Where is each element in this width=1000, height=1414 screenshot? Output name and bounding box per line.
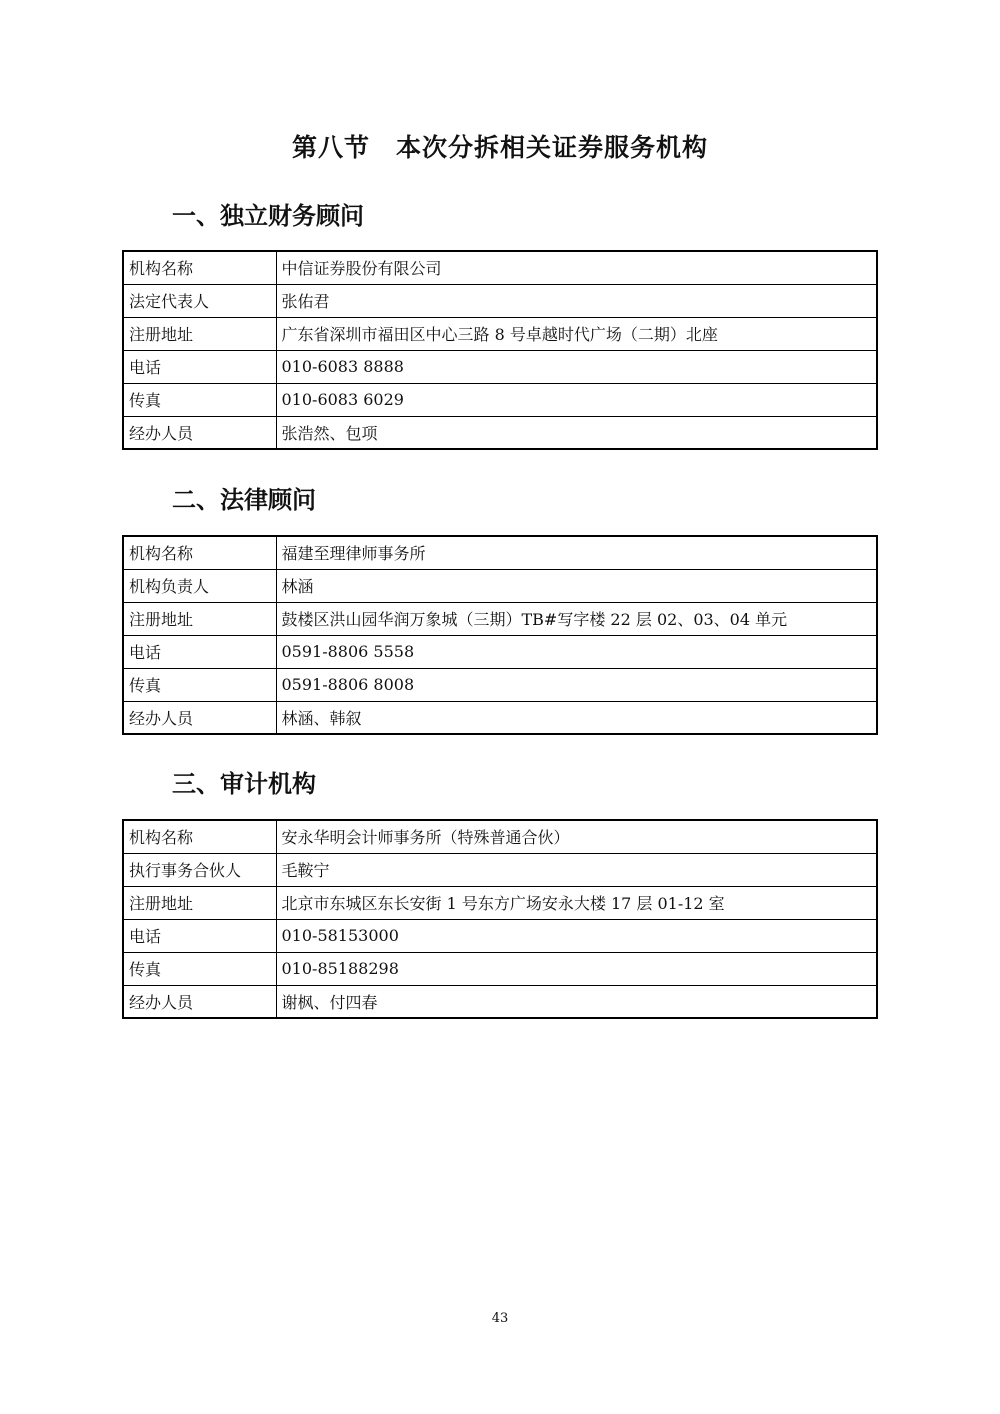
row-label: 机构名称 (123, 536, 276, 569)
table-row (123, 350, 877, 383)
row-label: 传真 (123, 952, 276, 985)
row-label: 机构名称 (123, 820, 276, 853)
row-label: 经办人员 (123, 985, 276, 1018)
row-value: 安永华明会计师事务所（特殊普通合伙） (276, 820, 877, 853)
section-heading-financial-advisor: 一、独立财务顾问 (172, 202, 364, 230)
table-row (123, 284, 877, 317)
row-value: 010-85188298 (276, 952, 877, 985)
row-value: 林涵 (276, 569, 877, 602)
table-row (123, 536, 877, 569)
table-row (123, 668, 877, 701)
row-label: 注册地址 (123, 317, 276, 350)
table-row (123, 602, 877, 635)
row-value: 鼓楼区洪山园华润万象城（三期）TB#写字楼 22 层 02、03、04 单元 (276, 602, 877, 635)
row-label: 电话 (123, 350, 276, 383)
table-row (123, 317, 877, 350)
row-label: 经办人员 (123, 701, 276, 734)
table-row (123, 383, 877, 416)
row-value: 010-6083 8888 (276, 350, 877, 383)
table-row (123, 919, 877, 952)
table-row (123, 416, 877, 449)
row-label: 传真 (123, 383, 276, 416)
table-row (123, 569, 877, 602)
legal-advisor-table (122, 535, 878, 735)
financial-advisor-table (122, 250, 878, 450)
row-value: 010-58153000 (276, 919, 877, 952)
row-label: 电话 (123, 919, 276, 952)
row-value: 0591-8806 5558 (276, 635, 877, 668)
row-value: 谢枫、付四春 (276, 985, 877, 1018)
row-value: 林涵、韩叙 (276, 701, 877, 734)
row-label: 机构名称 (123, 251, 276, 284)
row-value: 张浩然、包项 (276, 416, 877, 449)
row-value: 张佑君 (276, 284, 877, 317)
row-label: 电话 (123, 635, 276, 668)
row-value: 北京市东城区东长安街 1 号东方广场安永大楼 17 层 01-12 室 (276, 886, 877, 919)
row-label: 经办人员 (123, 416, 276, 449)
row-label: 注册地址 (123, 602, 276, 635)
row-value: 0591-8806 8008 (276, 668, 877, 701)
audit-firm-table (122, 819, 878, 1019)
row-label: 法定代表人 (123, 284, 276, 317)
row-label: 传真 (123, 668, 276, 701)
section-heading-audit-firm: 三、审计机构 (172, 770, 316, 798)
row-value: 福建至理律师事务所 (276, 536, 877, 569)
row-value: 毛鞍宁 (276, 853, 877, 886)
table-row (123, 701, 877, 734)
row-value: 广东省深圳市福田区中心三路 8 号卓越时代广场（二期）北座 (276, 317, 877, 350)
row-label: 注册地址 (123, 886, 276, 919)
page-number: 43 (491, 1311, 509, 1326)
table-row (123, 886, 877, 919)
table-row (123, 853, 877, 886)
row-label: 执行事务合伙人 (123, 853, 276, 886)
table-row (123, 820, 877, 853)
table-row (123, 635, 877, 668)
table-row (123, 251, 877, 284)
section-heading-legal-advisor: 二、法律顾问 (172, 486, 316, 514)
table-row (123, 985, 877, 1018)
table-row (123, 952, 877, 985)
page-title: 第八节 本次分拆相关证券服务机构 (291, 133, 708, 162)
row-label: 机构负责人 (123, 569, 276, 602)
row-value: 中信证券股份有限公司 (276, 251, 877, 284)
row-value: 010-6083 6029 (276, 383, 877, 416)
